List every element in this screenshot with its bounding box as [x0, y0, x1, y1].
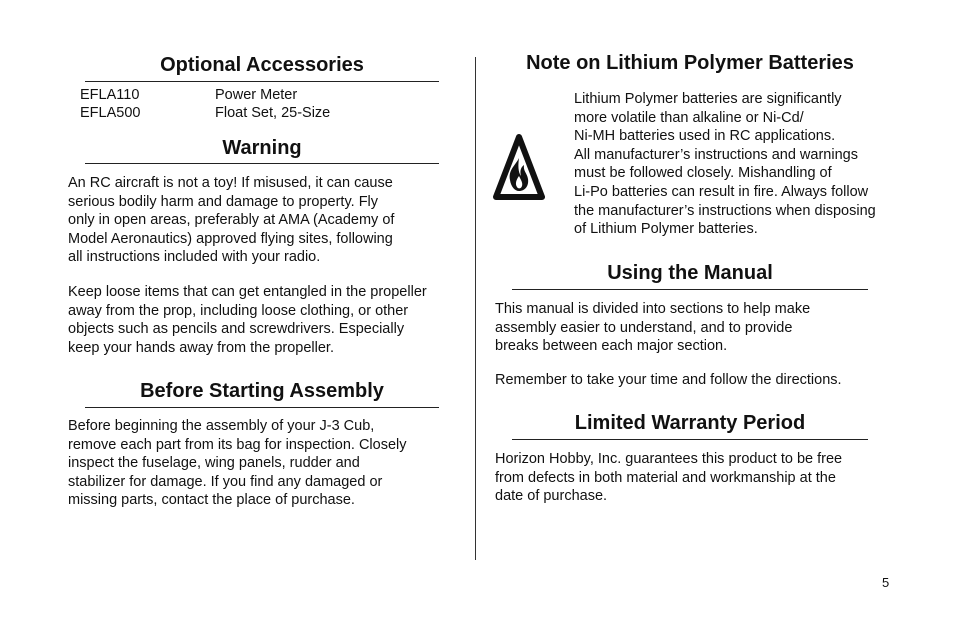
- manual-paragraph-2: Remember to take your time and follow the directions.: [495, 372, 842, 388]
- optional-accessories-heading: Optional Accessories: [160, 54, 364, 76]
- accessory-code: EFLA110: [80, 87, 140, 103]
- warranty-rule: [512, 439, 868, 440]
- manual-rule: [512, 289, 868, 290]
- column-divider: [475, 57, 476, 560]
- fire-warning-icon: [493, 134, 545, 200]
- warning-heading: Warning: [222, 137, 302, 159]
- warning-rule: [85, 163, 439, 164]
- warranty-paragraph: Horizon Hobby, Inc. guarantees this product to be free from defects in both material and workmanship at the date of purchase.: [495, 451, 843, 505]
- warning-paragraph-2: Keep loose items that can get entangled in the propeller away from the prop, including loose clothing, or other objects such as pencils and screwdrivers. Especially keep your hands away from the propeller.: [68, 284, 427, 356]
- manual-paragraph-1: This manual is divided into sections to help make assembly easier to understand, and to provide breaks between each major section.: [495, 301, 811, 355]
- page-number: 5: [882, 575, 890, 590]
- accessory-code: EFLA500: [80, 105, 141, 121]
- lipo-heading: Note on Lithium Polymer Batteries: [526, 52, 854, 74]
- lipo-paragraph: Lithium Polymer batteries are significantly more volatile than alkaline or Ni-Cd/ Ni-MH batteries used in RC applications. All manufacturer’s instructions and warnings must be followed closely. Mishandling of Li-Po batteries can result in fire. Always follow the manufacturer’s instructions when disposing of Lithium Polymer batteries.: [574, 91, 876, 238]
- assembly-rule: [85, 407, 439, 408]
- warranty-heading: Limited Warranty Period: [574, 412, 806, 434]
- accessory-description: Power Meter: [215, 87, 298, 103]
- before-assembly-heading: Before Starting Assembly: [140, 380, 384, 402]
- assembly-paragraph: Before beginning the assembly of your J-3 Cub, remove each part from its bag for inspection. Closely inspect the fuselage, wing panels, rudder and stabilizer for damage. If you find any damaged or missing parts, contact the place of purchase.: [68, 418, 407, 509]
- accessories-rule: [85, 81, 439, 82]
- warning-paragraph-1: An RC aircraft is not a toy! If misused, it can cause serious bodily harm and damage to property. Fly only in open areas, preferably at AMA (Academy of Model Aeronautics) approved flying sites, following all instructions included with your radio.: [68, 175, 395, 266]
- accessory-description: Float Set, 25-Size: [215, 105, 331, 121]
- using-manual-heading: Using the Manual: [607, 262, 773, 284]
